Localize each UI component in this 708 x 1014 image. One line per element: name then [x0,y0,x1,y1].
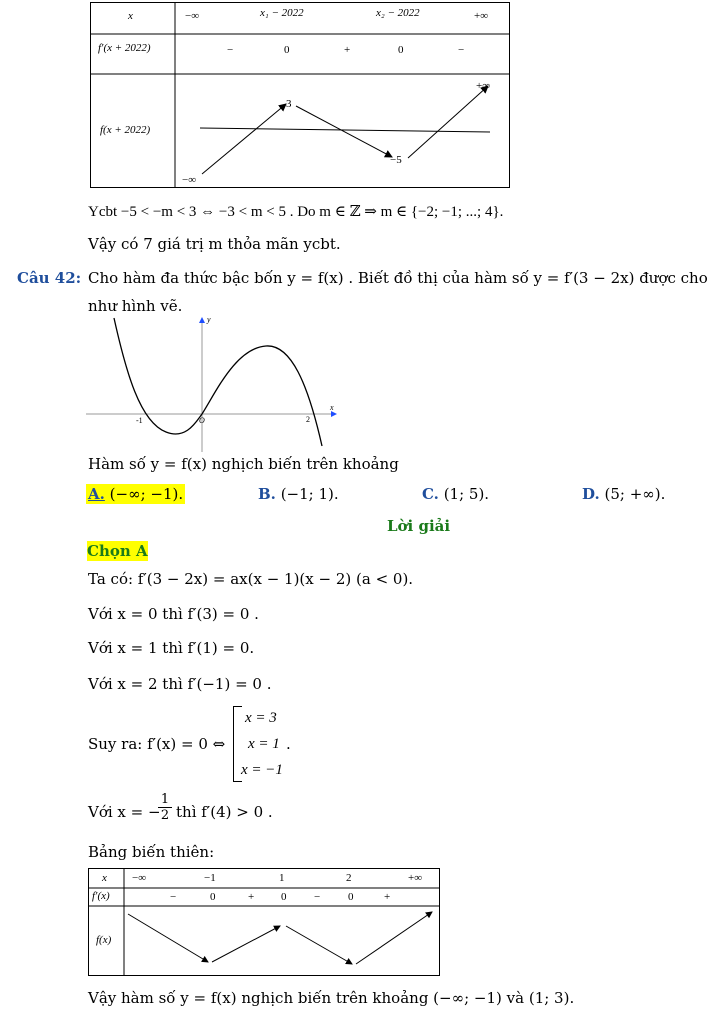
fraction-half [158,792,172,823]
table-fprime-label: f′(x + 2022) [98,42,151,54]
conclusion-7-values: Vậy có 7 giá trị m thỏa mãn ycbt. [88,235,341,253]
top-variation-table [90,2,510,188]
option-d-letter: D. [582,485,600,503]
bbt-sign-6: 0 [348,891,354,903]
arrow-up-1 [202,104,286,174]
ycbt-line: Ycbt −5 < −m < 3 ⇔ −3 < m < 5 . Do m ∈ ℤ ⇒ m ∈ {−2; −1; ...; 4}. [88,204,504,220]
option-d[interactable] [582,484,665,504]
bbt-x-label: x [102,872,107,884]
sign-1: − [227,44,234,56]
table-x1: x₁ − 2022 [260,7,304,19]
table-x-minus-inf: −∞ [185,10,200,22]
bbt-x-2: 2 [346,872,352,884]
sign-5: − [458,44,465,56]
f-minus-five: −5 [390,154,402,166]
table-f-label: f(x + 2022) [100,124,151,136]
bbt-title: Bảng biến thiên: [88,843,215,861]
sign-4: 0 [398,44,404,56]
fraction-numerator: 1 [158,792,172,808]
question-text-1: Cho hàm đa thức bậc bốn y = f(x) . Biết đồ thị của hàm số y = f′(3 − 2x) được cho [88,269,708,287]
option-c-value: (1; 5). [443,485,490,503]
case-xneg1: x = −1 [241,762,283,778]
question-text-2: như hình vẽ. [88,297,183,315]
option-a-value: (−∞; −1). [109,485,184,503]
bbt-x-minus-inf: −∞ [132,872,147,884]
bbt-arrow-down-1 [128,914,208,962]
solution-half-pre: Với x = − [88,803,161,821]
solution-title: Lời giải [387,517,451,535]
fraction-denominator: 2 [160,808,170,823]
option-b[interactable] [258,484,339,504]
horizontal-line-m [200,128,490,132]
bbt-sign-5: − [314,891,321,903]
bbt-arrow-down-2 [286,926,352,964]
solution-choice: Chọn A [87,542,148,560]
bottom-variation-table [88,868,440,976]
option-d-value: (5; +∞). [604,485,666,503]
option-a-letter: A. [88,485,105,503]
bbt-x-neg1: −1 [204,872,216,884]
bbt-sign-2: 0 [210,891,216,903]
solution-x0: Với x = 0 thì f′(3) = 0 . [88,605,259,623]
sign-2: 0 [284,44,290,56]
curve [114,318,322,446]
option-c-letter: C. [422,485,439,503]
final-conclusion: Vậy hàm số y = f(x) nghịch biến trên khoảng (−∞; −1) và (1; 3). [88,989,575,1007]
bbt-x-1: 1 [279,872,285,884]
bbt-sign-1: − [170,891,177,903]
solution-x1: Với x = 1 thì f′(1) = 0. [88,639,255,657]
option-a[interactable] [86,484,185,504]
case-x1: x = 1 [248,736,280,752]
table-x-label: x [128,10,133,22]
solution-x2: Với x = 2 thì f′(−1) = 0 . [88,675,272,693]
question-prompt: Hàm số y = f(x) nghịch biến trên khoảng [88,455,399,473]
origin-label: O [199,416,205,425]
bbt-sign-4: 0 [281,891,287,903]
option-b-value: (−1; 1). [280,485,339,503]
question-label: Câu 42: [17,269,82,287]
solution-suyra-prefix: Suy ra: f′(x) = 0 ⇔ [88,735,226,753]
graph-fprime-3-2x [86,312,346,452]
bbt-f-label: f(x) [96,934,112,946]
bottom-table-frame [88,868,440,976]
y-label: y [207,315,211,324]
arrow-down-1 [296,106,392,157]
f-plus-inf: +∞ [476,80,491,92]
arrow-up-2 [408,86,488,158]
bbt-arrow-up-2 [356,912,432,964]
top-table-frame [90,2,510,188]
table-x2: x₂ − 2022 [376,7,420,19]
sign-3: + [344,44,351,56]
bbt-x-plus-inf: +∞ [408,872,423,884]
bbt-sign-3: + [248,891,255,903]
bbt-fprime-label: f′(x) [92,890,110,902]
tick-neg1: -1 [136,416,143,425]
case-x3: x = 3 [245,710,277,726]
x-label: x [330,403,334,412]
option-c[interactable] [422,484,489,504]
solution-taco: Ta có: f′(3 − 2x) = ax(x − 1)(x − 2) (a < 0). [88,570,414,588]
bbt-arrow-up-1 [212,926,280,962]
graph-svg [86,312,346,452]
option-b-letter: B. [258,485,276,503]
table-x-plus-inf: +∞ [474,10,489,22]
solution-half-post: thì f′(4) > 0 . [176,803,273,821]
f-three: 3 [286,98,292,110]
tick-two: 2 [306,415,310,424]
f-minus-inf: −∞ [182,174,197,186]
cases-suffix: . [286,735,291,753]
bbt-sign-7: + [384,891,391,903]
